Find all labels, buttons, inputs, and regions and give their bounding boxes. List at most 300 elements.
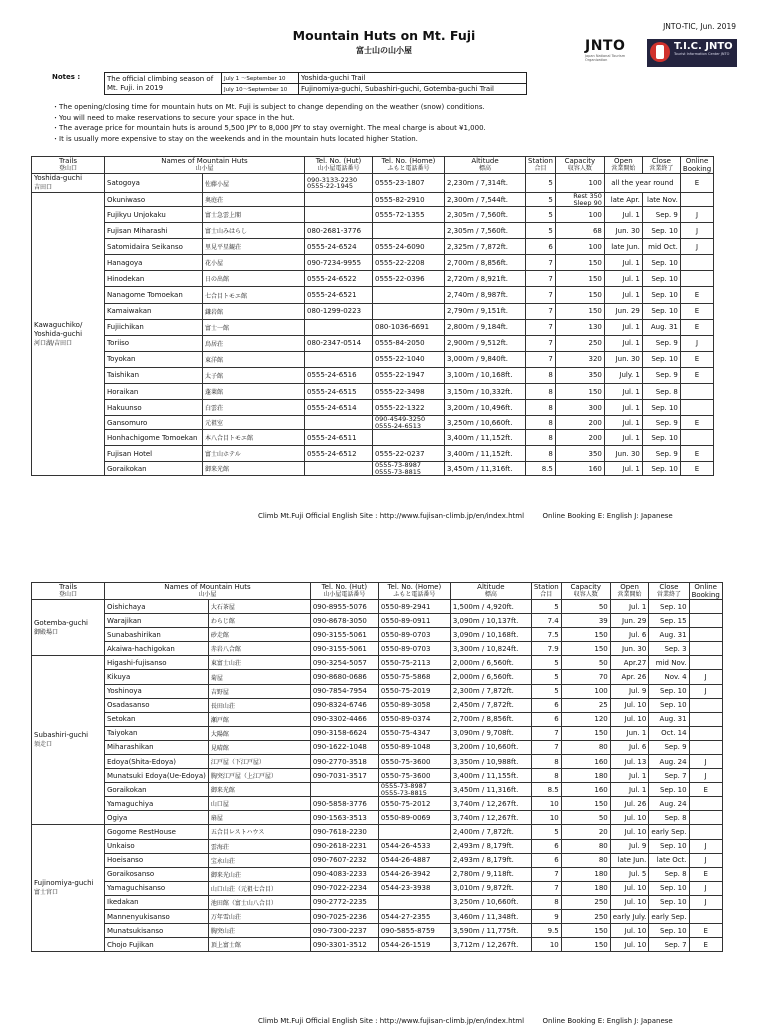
tel-hut: 090-4083-2233 <box>310 867 378 881</box>
hut-name-ja: 佐藤小屋 <box>203 174 305 193</box>
altitude: 3,350m / 10,988ft. <box>450 755 531 769</box>
column-header-trails <box>32 583 105 600</box>
station: 5 <box>526 223 556 239</box>
tel-home: 0544-26-1519 <box>378 938 450 952</box>
trail-name-ja: 河口湖/吉田口 <box>34 339 73 347</box>
official-site-link[interactable]: Climb Mt.Fuji Official English Site : http://www.fujisan-climb.jp/en/index.html <box>258 1017 525 1025</box>
cell-line: 0555-22-1945 <box>307 182 354 190</box>
close-date: Aug. 24 <box>649 797 689 811</box>
hut-name-ja: 鳥居荘 <box>203 335 305 351</box>
open-date: Jul. 5 <box>610 867 649 881</box>
tel-home: 0555-22-2208 <box>373 255 445 271</box>
online-booking: J <box>680 335 713 351</box>
close-date: Sep. 10 <box>649 684 689 698</box>
online-booking: J <box>689 755 722 769</box>
tel-hut: 090-1563-3513 <box>310 811 378 825</box>
tel-home: 0550-89-1048 <box>378 740 450 754</box>
tel-hut: 0555-24-6511 <box>305 430 373 446</box>
hut-name-ja: 鎌岩館 <box>203 303 305 319</box>
open-date: late Apr. <box>604 193 642 207</box>
hut-name-ja: 東洋館 <box>203 351 305 367</box>
altitude: 2,000m / 6,560ft. <box>450 670 531 684</box>
column-header-label: Online <box>685 157 709 165</box>
capacity: 150 <box>555 271 604 287</box>
tel-home: 0550-75-2012 <box>378 797 450 811</box>
capacity: 120 <box>561 712 610 726</box>
table-row <box>32 740 723 754</box>
tel-hut <box>310 783 378 797</box>
column-header-label-ja: 標高 <box>478 165 491 172</box>
table-row <box>32 628 723 642</box>
trail-name: Kawaguchiko/ Yoshida-guchi <box>34 320 83 338</box>
open-date: Jul. 10 <box>610 811 649 825</box>
capacity: 80 <box>561 740 610 754</box>
station: 7 <box>531 740 561 754</box>
tel-home: 0555-84-2050 <box>373 335 445 351</box>
tel-home: 080-1036-6691 <box>373 319 445 335</box>
hut-name: Kamaiwakan <box>105 303 203 319</box>
table-row <box>32 642 723 656</box>
online-booking <box>680 193 713 207</box>
altitude: 3,400m / 11,152ft. <box>445 446 526 462</box>
station: 9 <box>531 909 561 923</box>
tel-hut <box>305 207 373 223</box>
trail-name-ja: 吉田口 <box>34 184 53 191</box>
table-row <box>32 867 723 881</box>
table-row <box>32 367 714 383</box>
altitude: 3,090m / 9,708ft. <box>450 726 531 740</box>
capacity: 50 <box>561 600 610 614</box>
column-header-online-booking <box>680 157 713 174</box>
close-date: mid Nov. <box>649 656 689 670</box>
hut-name-ja: 本八合目トモエ館 <box>203 430 305 446</box>
station: 6 <box>531 712 561 726</box>
cell-line: 090-3133-2230 <box>307 175 358 184</box>
altitude: 2,300m / 7,872ft. <box>450 684 531 698</box>
hut-name-ja: 池田館（富士山八合目） <box>208 895 310 909</box>
close-date: Sep. 10 <box>649 895 689 909</box>
open-date: Apr.27 <box>610 656 649 670</box>
column-header-tel-home <box>378 583 450 600</box>
close-date: Sep. 9 <box>649 740 689 754</box>
station: 8 <box>526 384 556 400</box>
close-date: Sep. 9 <box>642 207 680 223</box>
close-date: Sep. 8 <box>642 384 680 400</box>
capacity: 100 <box>555 207 604 223</box>
online-booking: E <box>689 783 722 797</box>
table-row <box>32 239 714 255</box>
hut-name: Fujisan Miharashi <box>105 223 203 239</box>
tel-home: 0555-72-1355 <box>373 207 445 223</box>
altitude: 1,500m / 4,920ft. <box>450 600 531 614</box>
open-date: Jul. 1 <box>610 783 649 797</box>
official-site-link[interactable]: Climb Mt.Fuji Official English Site : http://www.fujisan-climb.jp/en/index.html <box>258 512 525 520</box>
column-header-label-ja: 登山口 <box>58 591 77 598</box>
close-date: Sep. 3 <box>649 642 689 656</box>
capacity: 150 <box>561 924 610 938</box>
online-booking <box>689 811 722 825</box>
station: 7 <box>531 726 561 740</box>
open-date: Jun. 29 <box>610 614 649 628</box>
hut-name: Osadasanso <box>105 698 209 712</box>
hut-name: Goraikosanso <box>105 867 209 881</box>
column-header-label: Trails <box>59 583 77 591</box>
altitude: 2,230m / 7,314ft. <box>445 174 526 193</box>
table-row <box>32 384 714 400</box>
table-header-row <box>32 157 714 174</box>
altitude: 2,325m / 7,872ft. <box>445 239 526 255</box>
hut-name-ja: 長田山荘 <box>208 698 310 712</box>
online-booking <box>689 726 722 740</box>
hut-name-ja: わらじ館 <box>208 614 310 628</box>
online-booking <box>680 271 713 287</box>
station: 5 <box>531 600 561 614</box>
hut-name: Kikuya <box>105 670 209 684</box>
altitude: 2,720m / 8,921ft. <box>445 271 526 287</box>
column-header-label: Trails <box>59 157 77 165</box>
table-header-row <box>32 583 723 600</box>
altitude: 3,200m / 10,496ft. <box>445 400 526 416</box>
column-header-label: Altitude <box>471 157 499 165</box>
station: 8 <box>531 755 561 769</box>
close-date: Sep. 10 <box>642 430 680 446</box>
station: 7 <box>531 867 561 881</box>
tel-hut: 090-7031-3517 <box>310 769 378 783</box>
tic-logo-subtext: Tourist Information Center JNTO <box>674 52 730 56</box>
table-row <box>32 755 723 769</box>
hut-name-ja: 菊屋 <box>208 670 310 684</box>
trail-name-cell <box>32 174 105 193</box>
close-date: Sep. 10 <box>642 287 680 303</box>
altitude: 3,090m / 10,168ft. <box>450 628 531 642</box>
tel-hut: 090-7025-2236 <box>310 909 378 923</box>
tel-home <box>373 430 445 446</box>
open-date: Jul. 1 <box>604 271 642 287</box>
tel-hut: 090-7607-2232 <box>310 853 378 867</box>
tel-hut: 090-8680-0686 <box>310 670 378 684</box>
close-date: Aug. 31 <box>649 712 689 726</box>
hut-name: Gogome RestHouse <box>105 825 209 839</box>
close-date: Sep. 8 <box>649 811 689 825</box>
trail-name-cell <box>32 600 105 656</box>
online-booking: E <box>680 462 713 476</box>
cell-line: 0555-24-6513 <box>375 421 422 430</box>
table-row <box>32 797 723 811</box>
column-header-label: Capacity <box>564 157 596 165</box>
hut-name-ja: 東富士山荘 <box>208 656 310 670</box>
season-trail: Yoshida-guchi Trail <box>299 73 527 84</box>
close-date: Sep. 10 <box>649 600 689 614</box>
hut-name: Mannenyukisanso <box>105 909 209 923</box>
capacity: 100 <box>555 174 604 193</box>
hut-name-ja: 山口山荘（元祖七合目） <box>208 881 310 895</box>
hut-name: Munatsukisanso <box>105 924 209 938</box>
hut-name-ja: 富士一館 <box>203 319 305 335</box>
note-bullet: ・The average price for mountain huts is around 5,500 JPY to 8,000 JPY to stay overnight. The meal charge is about ¥1,000. <box>52 124 486 132</box>
open-date: early July. <box>610 909 649 923</box>
hut-name-ja: 富士山ホテル <box>203 446 305 462</box>
station: 7 <box>526 335 556 351</box>
table-row <box>32 881 723 895</box>
hut-name: Taishikan <box>105 367 203 383</box>
close-date: Sep. 9 <box>642 367 680 383</box>
table-row <box>32 351 714 367</box>
station: 8.5 <box>531 783 561 797</box>
hut-name-ja: 砂走館 <box>208 628 310 642</box>
hut-name-ja: 御来光山荘 <box>208 867 310 881</box>
trail-name: Gotemba-guchi <box>34 618 88 627</box>
capacity: 50 <box>561 811 610 825</box>
column-header-label: Tel. No. (Hut) <box>315 157 362 165</box>
trail-name-cell <box>32 193 105 476</box>
open-date: Jul. 10 <box>610 895 649 909</box>
hut-name-ja: 富士山みはらし <box>203 223 305 239</box>
season-trail: Fujinomiya-guchi, Subashiri-guchi, Gotemba-guchi Trail <box>299 84 527 95</box>
altitude: 3,100m / 10,168ft. <box>445 367 526 383</box>
station: 8 <box>531 769 561 783</box>
close-date: Nov. 4 <box>649 670 689 684</box>
capacity: 350 <box>555 446 604 462</box>
open-date: Jul. 1 <box>604 430 642 446</box>
table-row <box>32 825 723 839</box>
station: 8.5 <box>526 462 556 476</box>
tel-hut: 0555-24-6522 <box>305 271 373 287</box>
tel-hut: 090-8324-6746 <box>310 698 378 712</box>
tel-home: 0550-89-0069 <box>378 811 450 825</box>
table-row <box>32 783 723 797</box>
column-header-label: Tel. No. (Home) <box>387 583 442 591</box>
jnto-logo <box>585 38 629 68</box>
tel-hut: 090-7022-2234 <box>310 881 378 895</box>
station: 10 <box>531 938 561 952</box>
online-booking: J <box>689 670 722 684</box>
tel-home <box>378 825 450 839</box>
column-header-label: Altitude <box>477 583 505 591</box>
online-booking <box>689 740 722 754</box>
hut-name: Fujisan Hotel <box>105 446 203 462</box>
tel-home: 0544-26-3942 <box>378 867 450 881</box>
tel-hut: 090-3155-5061 <box>310 642 378 656</box>
tic-logo <box>647 39 737 67</box>
column-header-label: Names of Mountain Huts <box>161 157 248 165</box>
online-booking: J <box>689 895 722 909</box>
table-row <box>32 895 723 909</box>
hut-name: Goraikokan <box>105 462 203 476</box>
tel-home <box>373 462 445 476</box>
hut-name: Toriiso <box>105 335 203 351</box>
capacity: 160 <box>555 462 604 476</box>
station: 8 <box>526 430 556 446</box>
column-header-label: Tel. No. (Home) <box>381 157 436 165</box>
column-header-open-date <box>610 583 649 600</box>
column-header-label: Station <box>533 583 559 591</box>
tel-home: 0550-89-2941 <box>378 600 450 614</box>
tel-home: 0544-26-4533 <box>378 839 450 853</box>
online-booking: J <box>689 839 722 853</box>
station: 8 <box>531 895 561 909</box>
tel-hut: 0555-24-6514 <box>305 400 373 416</box>
hut-name-ja: 奥庭荘 <box>203 193 305 207</box>
station: 7 <box>526 303 556 319</box>
column-header-label: Names of Mountain Huts <box>164 583 251 591</box>
tel-hut: 080-2347-0514 <box>305 335 373 351</box>
open-date: Jun. 30 <box>604 223 642 239</box>
trail-name: Subashiri-guchi <box>34 731 89 740</box>
tel-home <box>373 223 445 239</box>
tel-hut: 090-7300-2237 <box>310 924 378 938</box>
close-date: Sep. 9 <box>642 446 680 462</box>
table-row <box>32 335 714 351</box>
table-row <box>32 909 723 923</box>
station: 10 <box>531 797 561 811</box>
column-header-label-ja: 営業開始 <box>617 591 642 598</box>
online-booking <box>689 614 722 628</box>
online-booking <box>680 430 713 446</box>
online-booking <box>689 656 722 670</box>
online-booking <box>689 797 722 811</box>
close-date: Sep. 10 <box>649 783 689 797</box>
hut-name-ja: 大石茶屋 <box>208 600 310 614</box>
open-date: Jul. 1 <box>604 335 642 351</box>
open-date: Jul. 9 <box>610 839 649 853</box>
hut-name-ja: 富士急雲上閣 <box>203 207 305 223</box>
tel-hut <box>305 193 373 207</box>
altitude: 2,305m / 7,560ft. <box>445 223 526 239</box>
open-date: Jul. 10 <box>610 938 649 952</box>
table-row <box>32 698 723 712</box>
hut-name: Horaikan <box>105 384 203 400</box>
hut-name: Setokan <box>105 712 209 726</box>
tel-home: 0550-89-3058 <box>378 698 450 712</box>
altitude: 2,780m / 9,118ft. <box>450 867 531 881</box>
table-row <box>32 462 714 476</box>
tel-home: 0550-75-2113 <box>378 656 450 670</box>
hut-name: Hoeisanso <box>105 853 209 867</box>
hut-name: Miharashikan <box>105 740 209 754</box>
close-date: Sep. 10 <box>642 351 680 367</box>
close-date: Sep. 10 <box>649 924 689 938</box>
station: 5 <box>531 656 561 670</box>
capacity <box>555 193 604 207</box>
table-row <box>32 400 714 416</box>
altitude: 2,800m / 9,184ft. <box>445 319 526 335</box>
hut-name-ja: 花小屋 <box>203 255 305 271</box>
close-date: Oct. 14 <box>649 726 689 740</box>
open-date: late Jun. <box>610 853 649 867</box>
tel-hut: 0555-24-6521 <box>305 287 373 303</box>
column-header-label: Tel. No. (Hut) <box>321 583 368 591</box>
note-bullet: ・You will need to make reservations to secure your space in the hut. <box>52 113 295 122</box>
column-header-tel-home <box>373 157 445 174</box>
altitude: 2,400m / 7,872ft. <box>450 825 531 839</box>
open-date: Jul. 1 <box>604 400 642 416</box>
online-booking: E <box>680 287 713 303</box>
table-row <box>32 614 723 628</box>
hut-name: Warajikan <box>105 614 209 628</box>
tel-hut: 090-7854-7954 <box>310 684 378 698</box>
altitude: 2,450m / 7,872ft. <box>450 698 531 712</box>
table-row <box>32 769 723 783</box>
capacity: 180 <box>561 881 610 895</box>
jnto-logo-subtext: Japan National Tourism Organization <box>585 54 626 62</box>
station: 10 <box>531 811 561 825</box>
column-header-label-ja: ふもと電話番号 <box>387 165 430 172</box>
close-date: Aug. 31 <box>642 319 680 335</box>
cell-line: Rest 350 <box>573 192 602 200</box>
column-header-station <box>531 583 561 600</box>
station: 8 <box>526 446 556 462</box>
tel-hut: 090-8955-5076 <box>310 600 378 614</box>
capacity: 200 <box>555 416 604 430</box>
altitude: 3,450m / 11,316ft. <box>445 462 526 476</box>
capacity: 150 <box>561 726 610 740</box>
tel-hut: 0555-24-6515 <box>305 384 373 400</box>
station: 6 <box>531 839 561 853</box>
hut-name: Satogoya <box>105 174 203 193</box>
hut-name: Fujiichikan <box>105 319 203 335</box>
altitude: 3,010m / 9,872ft. <box>450 881 531 895</box>
close-date: Sep. 10 <box>649 881 689 895</box>
tel-home: 0544-27-2355 <box>378 909 450 923</box>
open-date: Jul. 10 <box>610 825 649 839</box>
tel-home: 0555-22-3498 <box>373 384 445 400</box>
trail-name-cell <box>32 656 105 825</box>
tel-hut: 090-3302-4466 <box>310 712 378 726</box>
online-booking: E <box>680 303 713 319</box>
table-row <box>32 938 723 952</box>
station: 7 <box>526 351 556 367</box>
tel-hut: 090-3155-5061 <box>310 628 378 642</box>
tel-hut <box>305 351 373 367</box>
hut-name: Hinodekan <box>105 271 203 287</box>
station: 7 <box>526 287 556 303</box>
column-header-hut-name <box>105 157 305 174</box>
hut-name: Munatsuki Edoya(Ue-Edoya) <box>105 769 209 783</box>
table-row <box>32 255 714 271</box>
online-booking: J <box>689 684 722 698</box>
capacity: 70 <box>561 670 610 684</box>
altitude: 3,460m / 11,348ft. <box>450 909 531 923</box>
hut-name-ja: 蓬莱館 <box>203 384 305 400</box>
column-header-label-ja: 収容人数 <box>573 591 598 598</box>
station: 8 <box>526 416 556 430</box>
hut-name-ja: 白雲荘 <box>203 400 305 416</box>
tel-home: 0550-75-2019 <box>378 684 450 698</box>
tel-hut: 090-3301-3512 <box>310 938 378 952</box>
column-header-label-ja: 標高 <box>484 591 497 598</box>
tel-home: 090-5855-8759 <box>378 924 450 938</box>
table-row <box>32 287 714 303</box>
altitude: 3,250m / 10,660ft. <box>450 895 531 909</box>
altitude: 3,740m / 12,267ft. <box>450 797 531 811</box>
table-row <box>32 924 723 938</box>
table-row <box>32 207 714 223</box>
hut-name: Satomidaira Seikanso <box>105 239 203 255</box>
huts-table-other-trails <box>31 582 723 952</box>
column-header-label-ja: 合目 <box>534 165 547 172</box>
station: 5 <box>531 684 561 698</box>
hut-name: Ogiya <box>105 811 209 825</box>
open-date: late Jun. <box>604 239 642 255</box>
hut-name-ja: 扇屋 <box>208 811 310 825</box>
online-booking <box>689 825 722 839</box>
table-row <box>32 223 714 239</box>
hut-name: Goraikokan <box>105 783 209 797</box>
column-header-altitude <box>445 157 526 174</box>
close-date: Sep. 15 <box>649 614 689 628</box>
column-header-label-ja: ふもと電話番号 <box>393 591 436 598</box>
station: 7.5 <box>531 628 561 642</box>
